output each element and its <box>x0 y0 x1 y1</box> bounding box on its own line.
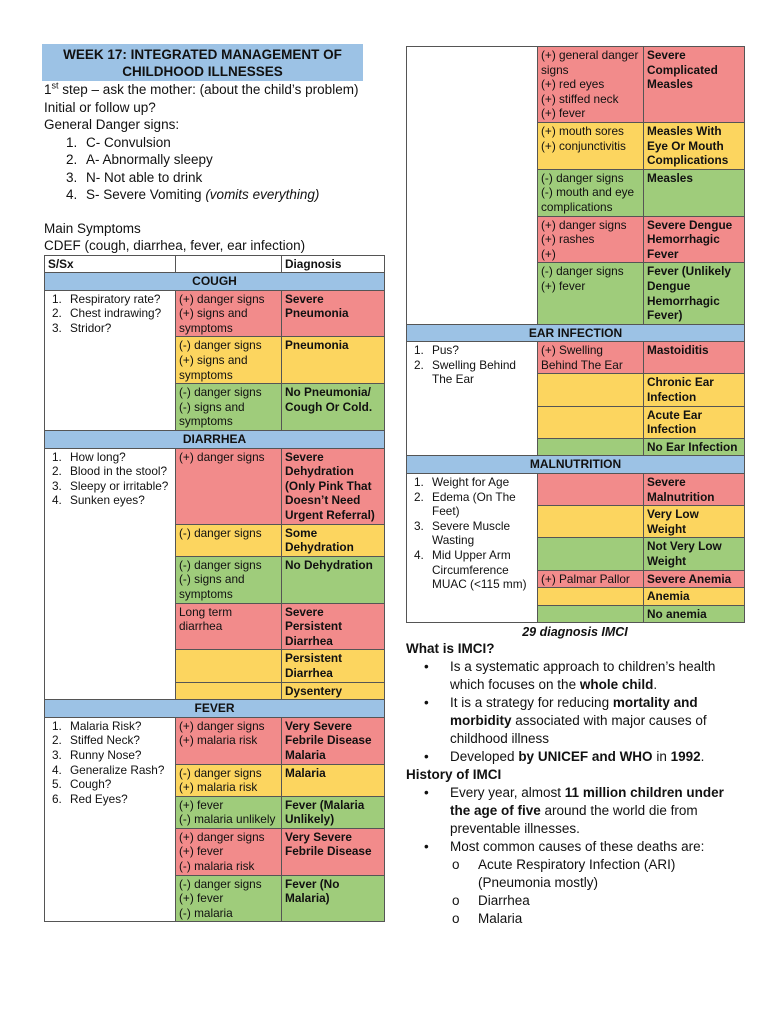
diagnosis-cell: Chronic Ear Infection <box>644 374 745 406</box>
list-item: 3. N- Not able to drink <box>66 169 203 185</box>
table-row <box>45 717 385 764</box>
cough-section <box>45 273 385 431</box>
signs-cell: (-) danger signs (-) mouth and eye complications <box>538 169 644 216</box>
cdef-line: CDEF (cough, diarrhea, fever, ear infection) <box>44 238 306 253</box>
imci-table-right <box>406 46 745 623</box>
signs-cell <box>538 538 644 570</box>
signs-cell: (+) Palmar Pallor <box>538 570 644 588</box>
signs-cell <box>176 650 282 682</box>
imci-table-left <box>44 255 385 923</box>
list-item: 4. S- Severe Vomiting (vomits everything) <box>66 187 320 202</box>
symptoms-cell <box>407 47 538 325</box>
sub-bullet-item: o Acute Respiratory Infection (ARI) (Pneumonia mostly) <box>452 857 676 891</box>
bullet-icon: • <box>424 839 429 855</box>
signs-cell: (-) danger signs (-) signs and symptoms <box>176 556 282 603</box>
signs-cell <box>538 438 644 456</box>
diagnosis-cell: Malaria <box>282 764 385 796</box>
malnutrition-section <box>407 456 745 623</box>
circle-bullet-icon: o <box>452 893 460 909</box>
what-is-heading: What is IMCI? <box>406 641 495 657</box>
diagnosis-cell: Very Severe Febrile Disease <box>282 828 385 875</box>
signs-cell <box>538 506 644 538</box>
signs-cell: (-) danger signs <box>176 524 282 556</box>
diagnosis-cell: Some Dehydration <box>282 524 385 556</box>
symptoms-cell <box>45 717 176 922</box>
signs-cell: (+) danger signs (+) signs and symptoms <box>176 290 282 337</box>
section-header-row <box>45 273 385 291</box>
bullet-item: • It is a strategy for reducing mortality and morbidity associated with major causes of childhood illness <box>424 695 707 747</box>
diagnosis-cell: Acute Ear Infection <box>644 406 745 438</box>
history-list <box>406 784 744 856</box>
section-header-row <box>407 456 745 474</box>
diagnosis-cell: Fever (Unlikely Dengue Hemorrhagic Fever) <box>644 263 745 324</box>
bullet-item: • Every year, almost 11 million children under the age of five around the world die from preventable illnesses. <box>424 785 724 837</box>
signs-cell: (-) danger signs (-) signs and symptoms <box>176 384 282 431</box>
symptoms-cell <box>45 290 176 430</box>
symptoms-cell <box>45 448 176 700</box>
symptoms-cell <box>407 474 538 623</box>
history-heading: History of IMCI <box>406 767 502 783</box>
diagnosis-cell: Anemia <box>644 588 745 606</box>
diagnosis-cell: Severe Dengue Hemorrhagic Fever <box>644 216 745 263</box>
diagnosis-cell: Very Low Weight <box>644 506 745 538</box>
diagnosis-cell: Measles <box>644 169 745 216</box>
fever-section <box>45 700 385 922</box>
table-row <box>407 342 745 374</box>
ear-infection-section <box>407 324 745 456</box>
signs-cell: Long term diarrhea <box>176 603 282 650</box>
right-column <box>406 46 744 928</box>
symptom-item: 4. Sunken eyes? <box>52 493 145 508</box>
diarrhea-section <box>45 431 385 700</box>
symptom-item: 1. Malaria Risk? <box>52 718 142 733</box>
main-symptoms: Main Symptoms <box>44 220 141 236</box>
section-title: MALNUTRITION <box>407 456 745 474</box>
bullet-icon: • <box>424 659 429 675</box>
first-step: 1st step – ask the mother: (about the child’s problem) <box>44 80 359 97</box>
symptom-item: 1. Weight for Age <box>414 475 510 490</box>
section-header-row <box>45 700 385 718</box>
symptom-item: 6. Red Eyes? <box>52 791 128 806</box>
diagnosis-cell: Dysentery <box>282 682 385 700</box>
signs-cell <box>538 406 644 438</box>
page-title: WEEK 17: INTEGRATED MANAGEMENT OF CHILDHOOD ILLNESSES <box>42 44 363 81</box>
section-title: DIARRHEA <box>45 431 385 449</box>
symptom-item: 2. Swelling Behind The Ear <box>414 357 516 387</box>
diagnosis-cell: Very Severe Febrile Disease Malaria <box>282 717 385 764</box>
circle-bullet-icon: o <box>452 911 460 927</box>
section-title: FEVER <box>45 700 385 718</box>
bullet-icon: • <box>424 785 429 801</box>
symptom-item: 1. Pus? <box>414 343 459 358</box>
symptom-item: 3. Stridor? <box>52 320 112 335</box>
section-header-row <box>407 324 745 342</box>
diagnosis-cell: No Ear Infection <box>644 438 745 456</box>
circle-bullet-icon: o <box>452 857 460 873</box>
symptom-item: 5. Cough? <box>52 777 112 792</box>
bullet-icon: • <box>424 695 429 711</box>
table-caption: 29 diagnosis IMCI <box>522 625 628 640</box>
signs-cell: (+) fever (-) malaria unlikely <box>176 796 282 828</box>
signs-cell: (+) danger signs (+) rashes (+) <box>538 216 644 263</box>
sub-bullet-item: o Diarrhea <box>452 893 530 909</box>
table-header-row <box>45 255 385 273</box>
what-is-list <box>406 658 744 766</box>
signs-cell: (+) Swelling Behind The Ear <box>538 342 644 374</box>
diagnosis-cell: No Pneumonia/ Cough Or Cold. <box>282 384 385 431</box>
danger-signs-list <box>66 134 384 204</box>
signs-cell: (+) danger signs (+) malaria risk <box>176 717 282 764</box>
section-title: COUGH <box>45 273 385 291</box>
causes-list <box>406 856 744 928</box>
list-item: 1. C- Convulsion <box>66 134 171 150</box>
bullet-item: • Most common causes of these deaths are: <box>424 839 705 855</box>
diagnosis-cell: Measles With Eye Or Mouth Complications <box>644 122 745 169</box>
signs-cell: (-) danger signs (+) malaria risk <box>176 764 282 796</box>
symptom-item: 2. Stiffed Neck? <box>52 733 140 748</box>
diagnosis-cell: Severe Anemia <box>644 570 745 588</box>
symptom-item: 1. Respiratory rate? <box>52 291 161 306</box>
bullet-icon: • <box>424 749 429 765</box>
sub-bullet-item: o Malaria <box>452 911 523 927</box>
signs-cell <box>538 588 644 606</box>
symptom-item: 2. Chest indrawing? <box>52 306 162 321</box>
sx-header: S/Sx <box>45 255 176 273</box>
table-row <box>407 474 745 506</box>
bullet-item: • Is a systematic approach to children’s health which focuses on the whole child. <box>424 659 716 693</box>
bullet-item: • Developed by UNICEF and WHO in 1992. <box>424 749 705 765</box>
symptom-item: 2. Blood in the stool? <box>52 464 168 479</box>
symptom-item: 1. How long? <box>52 449 126 464</box>
diagnosis-cell: No anemia <box>644 605 745 623</box>
signs-cell: (-) danger signs (+) fever <box>538 263 644 324</box>
danger-signs-heading: General Danger signs: <box>44 117 180 132</box>
diagnosis-cell: Fever (Malaria Unlikely) <box>282 796 385 828</box>
list-item: 2. A- Abnormally sleepy <box>66 152 213 167</box>
diagnosis-header: Diagnosis <box>282 255 385 273</box>
signs-cell <box>538 374 644 406</box>
diagnosis-cell: Pneumonia <box>282 337 385 384</box>
left-column <box>44 44 384 922</box>
signs-cell: (+) danger signs <box>176 448 282 524</box>
table-row <box>45 290 385 337</box>
signs-cell <box>176 682 282 700</box>
signs-cell: (+) danger signs (+) fever (-) malaria risk <box>176 828 282 875</box>
intro-section <box>44 81 384 255</box>
signs-cell: (-) danger signs (+) signs and symptoms <box>176 337 282 384</box>
symptoms-cell <box>407 342 538 456</box>
signs-cell: (+) mouth sores (+) conjunctivitis <box>538 122 644 169</box>
diagnosis-cell: Severe Dehydration (Only Pink That Doesn’t Need Urgent Referral) <box>282 448 385 524</box>
diagnosis-cell: Fever (No Malaria) <box>282 875 385 922</box>
table-row <box>45 448 385 524</box>
blank-header <box>176 255 282 273</box>
diagnosis-cell: Persistent Diarrhea <box>282 650 385 682</box>
signs-cell <box>538 605 644 623</box>
signs-cell: (+) general danger signs (+) red eyes (+) stiffed neck (+) fever <box>538 47 644 123</box>
symptom-item: 3. Runny Nose? <box>52 747 142 762</box>
signs-cell <box>538 474 644 506</box>
initial-followup: Initial or follow up? <box>44 99 156 115</box>
symptom-item: 3. Severe Muscle Wasting <box>414 518 511 548</box>
fever-continued-section <box>407 47 745 325</box>
symptom-item: 4. Mid Upper Arm Circumference MUAC (<115 mm) <box>414 548 527 592</box>
diagnosis-cell: Severe Persistent Diarrhea <box>282 603 385 650</box>
diagnosis-cell: No Dehydration <box>282 556 385 603</box>
symptom-item: 3. Sleepy or irritable? <box>52 478 169 493</box>
table-row <box>407 47 745 123</box>
symptom-item: 2. Edema (On The Feet) <box>414 489 516 519</box>
diagnosis-cell: Severe Malnutrition <box>644 474 745 506</box>
section-header-row <box>45 431 385 449</box>
section-title: EAR INFECTION <box>407 324 745 342</box>
symptom-item: 4. Generalize Rash? <box>52 762 165 777</box>
diagnosis-cell: Severe Pneumonia <box>282 290 385 337</box>
imci-info <box>406 640 744 928</box>
diagnosis-cell: Severe Complicated Measles <box>644 47 745 123</box>
diagnosis-cell: Not Very Low Weight <box>644 538 745 570</box>
diagnosis-cell: Mastoiditis <box>644 342 745 374</box>
signs-cell: (-) danger signs (+) fever (-) malaria <box>176 875 282 922</box>
